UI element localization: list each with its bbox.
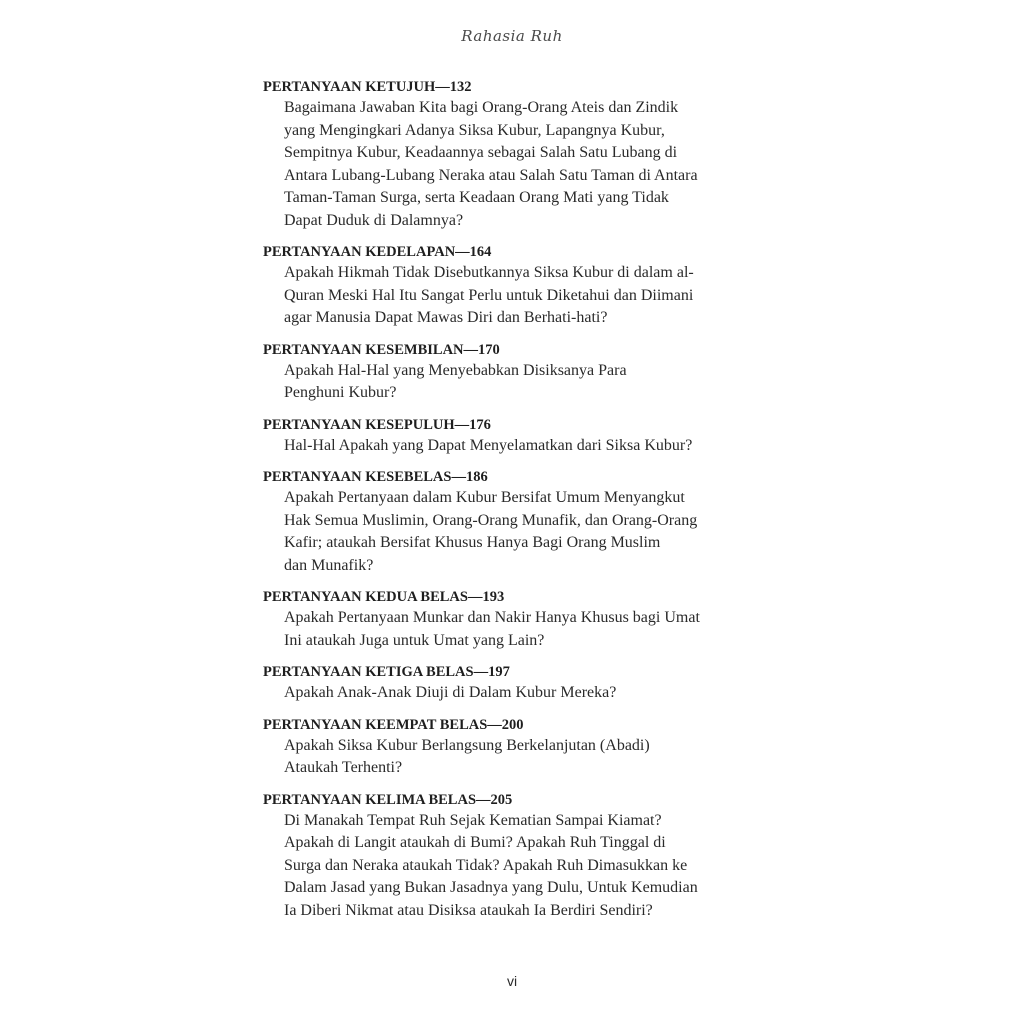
description-line: Apakah Siksa Kubur Berlangsung Berkelanjutan (Abadi)	[284, 736, 650, 754]
description-line: Hal-Hal Apakah yang Dapat Menyelamatkan dari Siksa Kubur?	[284, 436, 693, 454]
description-line: Sempitnya Kubur, Keadaannya sebagai Salah Satu Lubang di	[284, 144, 678, 161]
toc-entry-description	[284, 607, 753, 652]
description-line: Penghuni Kubur?	[284, 384, 397, 401]
toc-entry-description	[284, 487, 753, 577]
description-line: Apakah Hal-Hal yang Menyebabkan Disiksanya Para	[284, 361, 627, 379]
toc-entry	[263, 587, 753, 652]
toc-entry	[263, 242, 753, 330]
description-line: Quran Meski Hal Itu Sangat Perlu untuk Diketahui dan Diimani	[284, 286, 694, 304]
toc-entry	[263, 790, 753, 923]
toc-entry-description	[284, 810, 753, 923]
description-line: Apakah Pertanyaan dalam Kubur Bersifat Umum Menyangkut	[284, 489, 685, 506]
description-line: Antara Lubang-Lubang Neraka atau Salah Satu Taman di Antara	[284, 166, 698, 184]
toc-entry-title: PERTANYAAN KEEMPAT BELAS—200	[263, 716, 524, 733]
toc-entry	[263, 415, 753, 458]
description-line: Taman-Taman Surga, serta Keadaan Orang Mati yang Tidak	[284, 189, 669, 206]
toc-entry-title: PERTANYAAN KESEBELAS—186	[263, 469, 488, 485]
description-line: Di Manakah Tempat Ruh Sejak Kematian Sampai Kiamat?	[284, 811, 662, 829]
description-line: Hak Semua Muslimin, Orang-Orang Munafik, dan Orang-Orang	[284, 511, 698, 529]
description-line: Dapat Duduk di Dalamnya?	[284, 211, 464, 229]
description-line: Dalam Jasad yang Bukan Jasadnya yang Dulu, Untuk Kemudian	[284, 879, 698, 896]
table-of-contents	[263, 77, 753, 932]
description-line: Ia Diberi Nikmat atau Disiksa ataukah Ia Berdiri Sendiri?	[284, 901, 653, 919]
description-line: Apakah Hikmah Tidak Disebutkannya Siksa Kubur di dalam al-	[284, 264, 694, 281]
description-line: Apakah di Langit ataukah di Bumi? Apakah Ruh Tinggal di	[284, 834, 666, 851]
page-number: vi	[506, 973, 518, 989]
toc-entry-title: PERTANYAAN KETUJUH—132	[263, 79, 472, 95]
description-line: agar Manusia Dapat Mawas Diri dan Berhati-hati?	[284, 309, 608, 326]
toc-entry-description	[284, 262, 753, 330]
description-line: Surga dan Neraka ataukah Tidak? Apakah Ruh Dimasukkan ke	[284, 856, 688, 874]
toc-entry	[263, 77, 753, 232]
toc-entry-description	[284, 97, 753, 232]
toc-entry-description	[284, 682, 753, 705]
description-line: yang Mengingkari Adanya Siksa Kubur, Lapangnya Kubur,	[284, 121, 665, 139]
description-line: dan Munafik?	[284, 556, 374, 574]
toc-entry-title: PERTANYAAN KESEMBILAN—170	[263, 341, 500, 358]
description-line: Apakah Pertanyaan Munkar dan Nakir Hanya Khusus bagi Umat	[284, 609, 700, 626]
running-head: Rahasia Ruh	[461, 27, 563, 45]
toc-entry-title: PERTANYAAN KELIMA BELAS—205	[263, 791, 513, 808]
toc-entry-title: PERTANYAAN KEDELAPAN—164	[263, 244, 492, 260]
toc-entry-description	[284, 435, 753, 458]
description-line: Bagaimana Jawaban Kita bagi Orang-Orang Ateis dan Zindik	[284, 99, 679, 116]
description-line: Kafir; ataukah Bersifat Khusus Hanya Bagi Orang Muslim	[284, 534, 661, 551]
toc-entry	[263, 467, 753, 577]
toc-entry-title: PERTANYAAN KESEPULUH—176	[263, 416, 491, 433]
toc-entry-description	[284, 360, 753, 405]
toc-entry	[263, 715, 753, 780]
toc-entry-title: PERTANYAAN KETIGA BELAS—197	[263, 664, 510, 680]
description-line: Ini ataukah Juga untuk Umat yang Lain?	[284, 631, 545, 649]
toc-entry	[263, 340, 753, 405]
toc-entry-title: PERTANYAAN KEDUA BELAS—193	[263, 589, 505, 605]
description-line: Ataukah Terhenti?	[284, 759, 403, 776]
toc-entry-description	[284, 735, 753, 780]
toc-entry	[263, 662, 753, 705]
description-line: Apakah Anak-Anak Diuji di Dalam Kubur Mereka?	[284, 684, 617, 701]
